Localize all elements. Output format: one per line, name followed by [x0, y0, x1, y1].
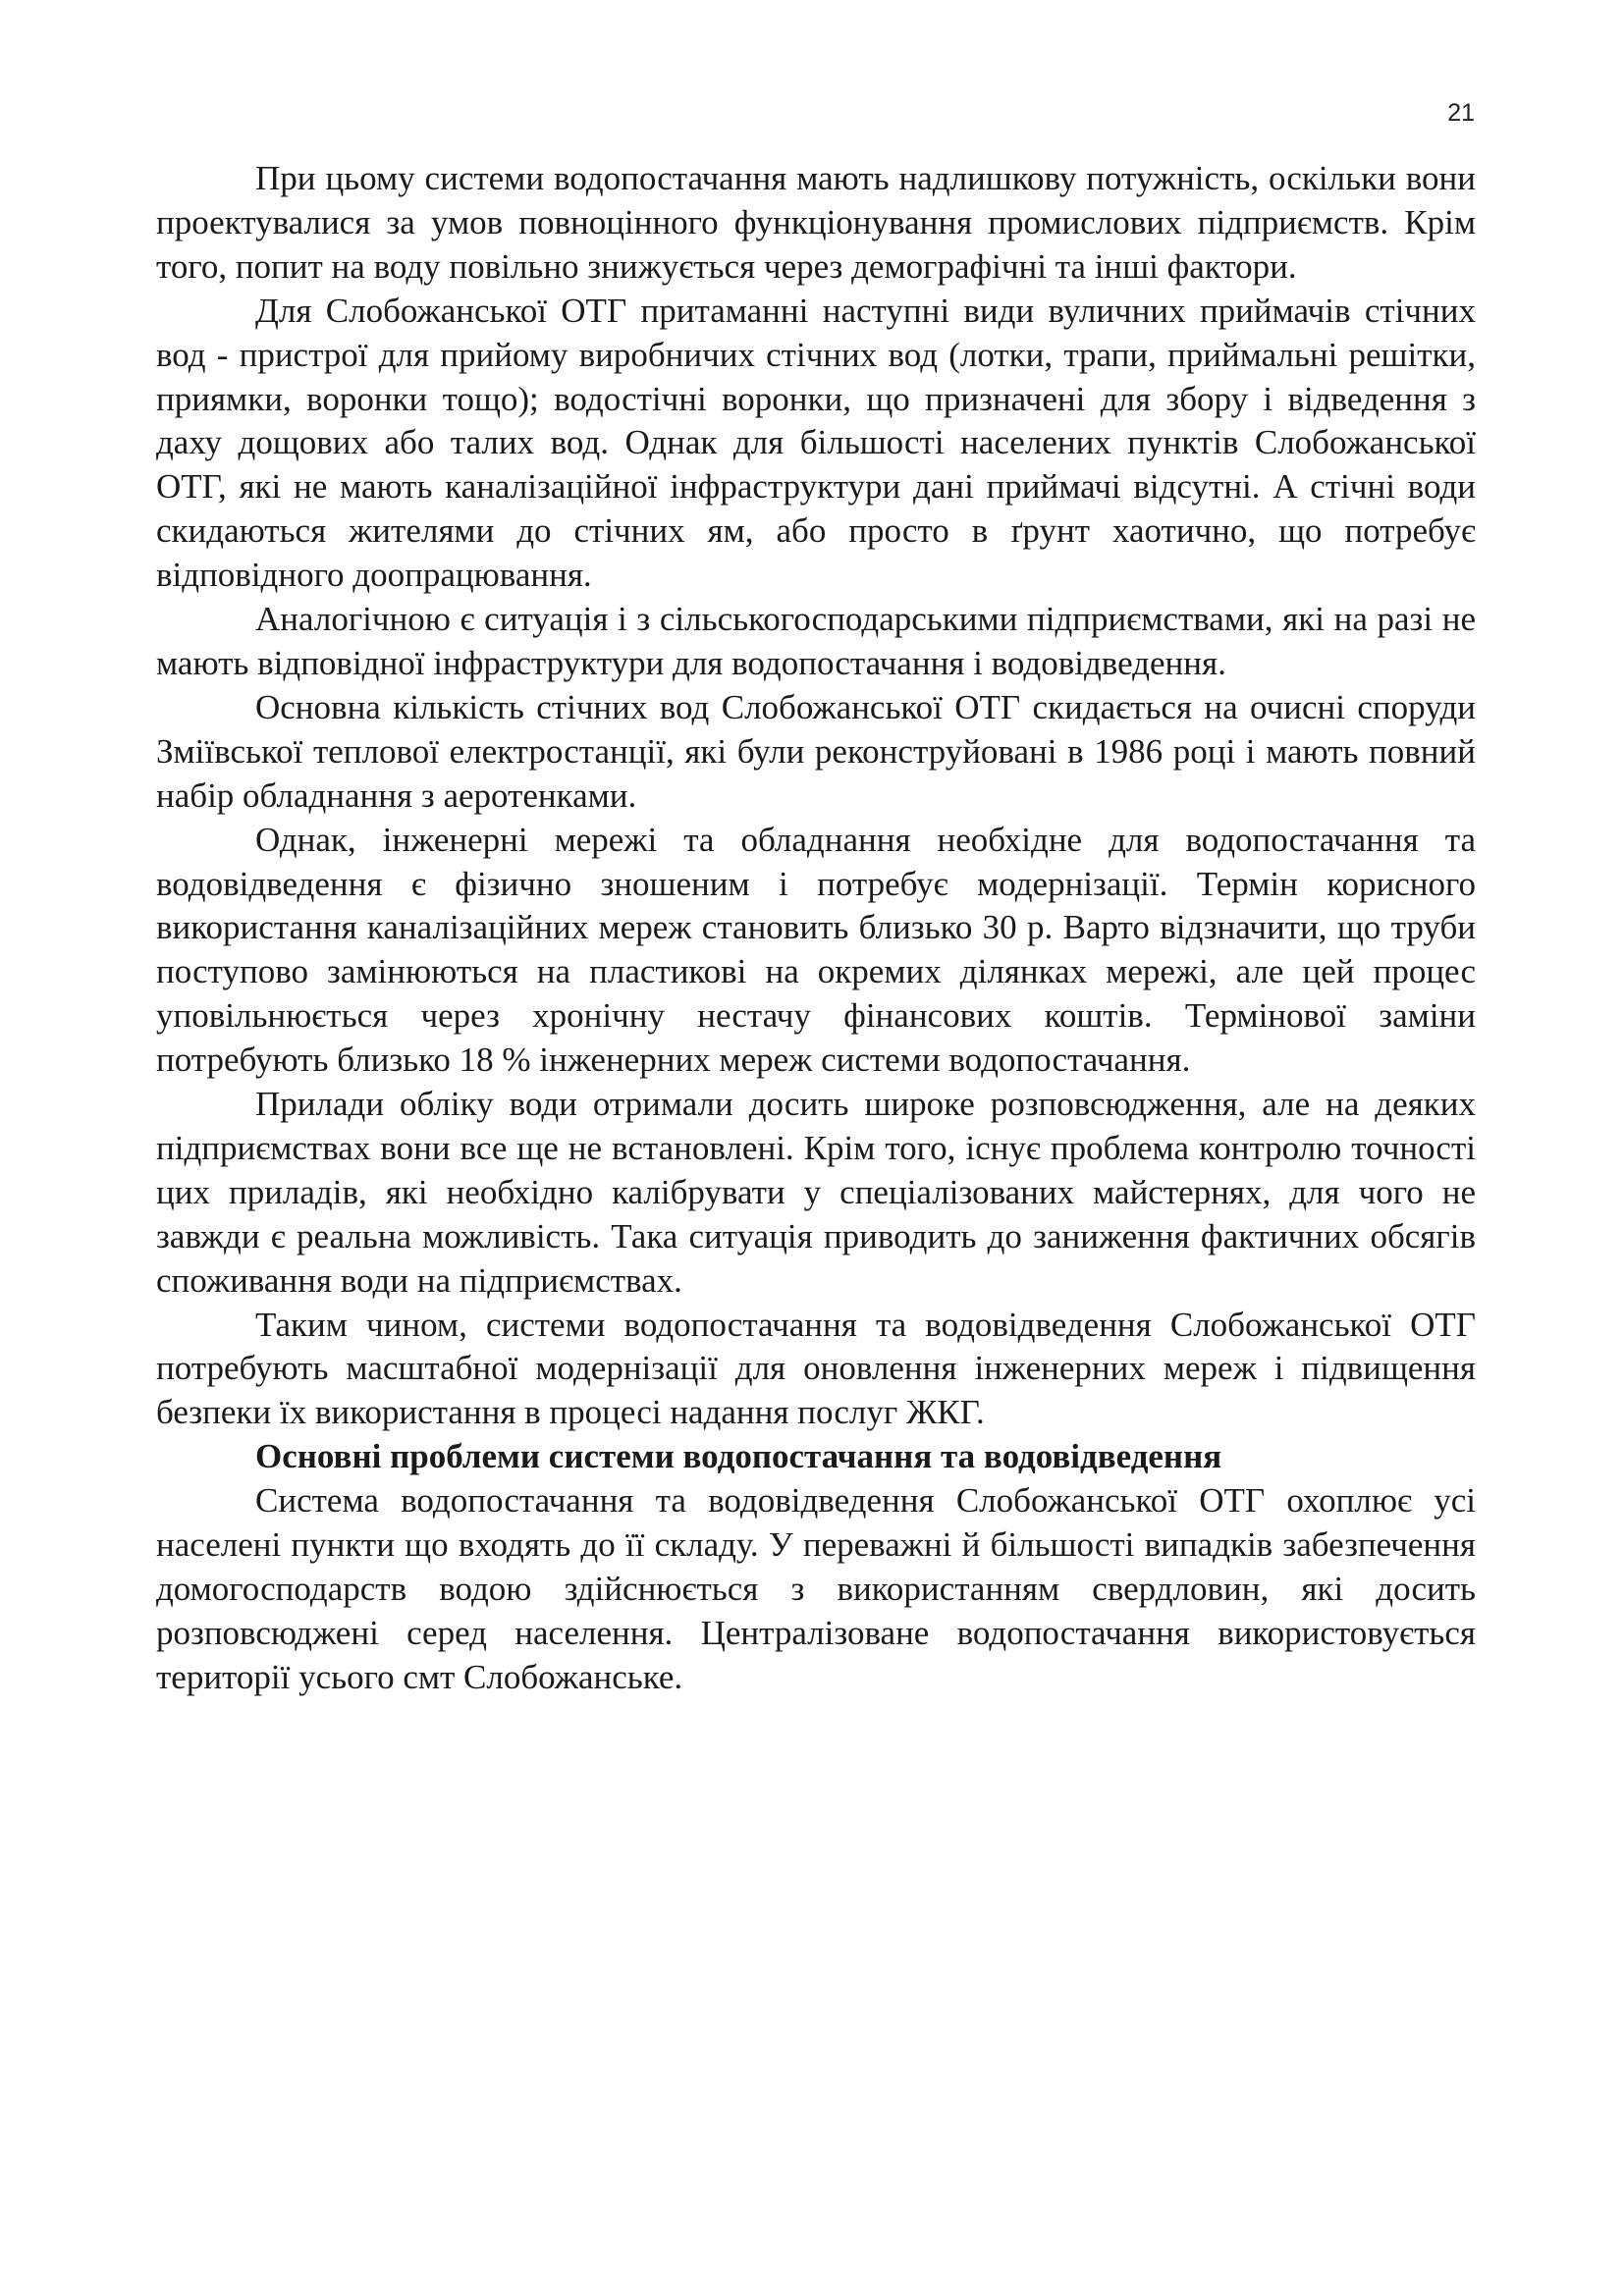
paragraph: Однак, інженерні мережі та обладнання необхідне для водопостачання та водовідведення є фізично зношеним і потребує модернізації. Термін корисного використання каналізаційних мереж становить близько 30 р. Варто відзначити, що труби поступово замінюються на пластикові на окремих ділянках мережі, але цей процес уповільнюється через хронічну нестачу фінансових коштів. Термінової заміни потребують близько 18 % інженерних мереж системи водопостачання. — [156, 820, 1476, 1080]
paragraph: Прилади обліку води отримали досить широке розповсюдження, але на деяких підприємствах вони все ще не встановлені. Крім того, існує проблема контролю точності цих приладів, які необхідно калібрувати у спеціалізованих майстернях, для чого не завжди є реальна можливість. Така ситуація приводить до заниження фактичних обсягів споживання води на підприємствах. — [156, 1085, 1476, 1300]
section-heading: Основні проблеми системи водопостачання та водовідведення — [255, 1437, 1222, 1476]
paragraph: При цьому системи водопостачання мають надлишкову потужність, оскільки вони проектувалися за умов повноцінного функціонування промислових підприємств. Крім того, попит на воду повільно знижується через демографічні та інші фактори. — [156, 159, 1476, 286]
paragraph: Аналогічною є ситуація і з сільськогосподарськими підприємствами, які на разі не мають відповідної інфраструктури для водопостачання і водовідведення. — [156, 600, 1476, 682]
paragraph: Система водопостачання та водовідведення Слобожанської ОТГ охоплює усі населені пункти що входять до її складу. У переважні й більшості випадків забезпечення домогосподарств водою здійснюється з використанням свердловин, які досить розповсюджені серед населення. Централізоване водопостачання використовується території усього смт Слобожанське. — [156, 1481, 1476, 1696]
paragraph: Основна кількість стічних вод Слобожанської ОТГ скидається на очисні споруди Зміївської теплової електростанції, які були реконструйовані в 1986 році і мають повний набір обладнання з аеротенками. — [156, 687, 1476, 815]
paragraph: Для Слобожанської ОТГ притаманні наступні види вуличних приймачів стічних вод - пристрої для прийому виробничих стічних вод (лотки, трапи, приймальні решітки, приямки, воронки тощо); водостічні воронки, що призначені для збору і відведення з даху дощових або талих вод. Однак для більшості населених пунктів Слобожанської ОТГ, які не мають каналізаційної інфраструктури дані приймачі відсутні. А стічні води скидаються жителями до стічних ям, або просто в ґрунт хаотично, що потребує відповідного доопрацювання. — [156, 291, 1476, 595]
paragraph: Таким чином, системи водопостачання та водовідведення Слобожанської ОТГ потребують масштабної модернізації для оновлення інженерних мереж і підвищення безпеки їх використання в процесі надання послуг ЖКГ. — [156, 1305, 1476, 1432]
page-number: 21 — [1447, 99, 1475, 127]
body-text — [156, 157, 1476, 1700]
